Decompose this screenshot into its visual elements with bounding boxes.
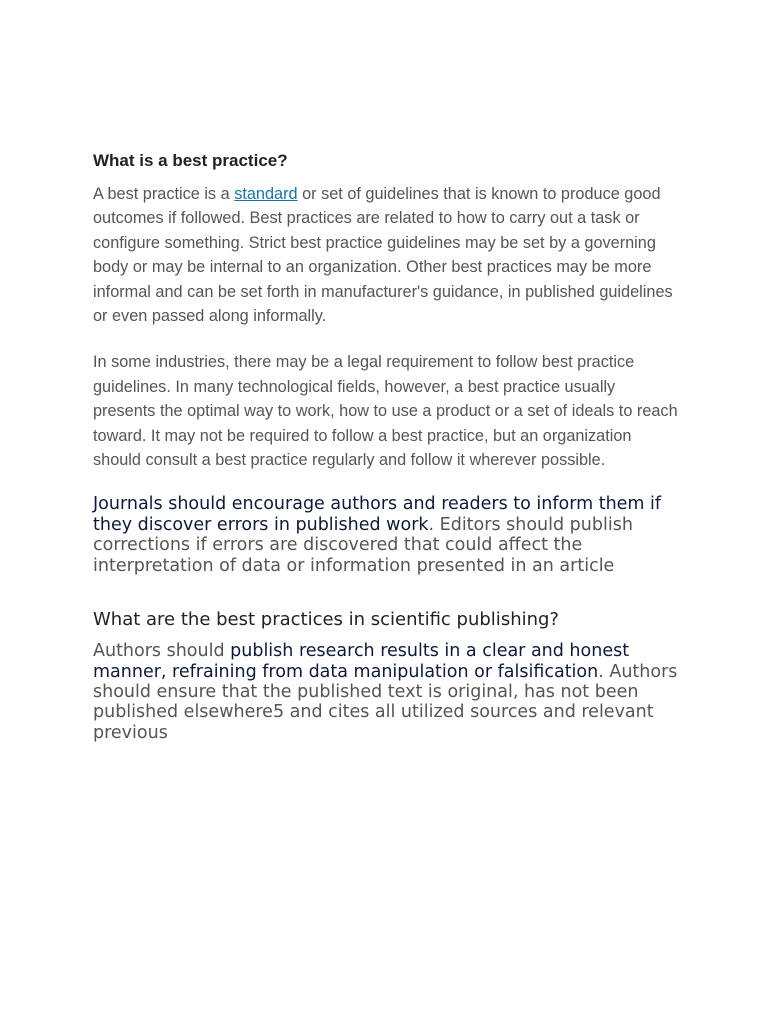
paragraph-text-before-link: A best practice is a — [93, 185, 235, 203]
publishing-lead-text: Authors should — [93, 641, 231, 662]
publishing-paragraph — [93, 641, 678, 743]
publishing-rest-text: . Authors should ensure that the published text is original, has not been published elsewhere5 and cites all utilized sources and relevant previous — [93, 661, 678, 743]
journals-highlight-text: Journals should encourage authors and readers to inform them if they discover errors in published work — [93, 494, 662, 535]
paragraph-industries: In some industries, there may be a legal requirement to follow best practice guidelines. In many technological fields, however, a best practice usually presents the optimal way to work, how to use a product or a set of ideals to reach toward. It may not be required to follow a best practice, but an organization should consult a best practice regularly and follow it wherever possible. — [93, 353, 678, 470]
paragraph-definition — [93, 182, 678, 328]
section-heading-best-practice: What is a best practice? — [93, 151, 288, 170]
standard-link[interactable]: standard — [234, 185, 298, 203]
section-heading-scientific-publishing: What are the best practices in scientific publishing? — [93, 609, 559, 631]
document-page — [93, 150, 678, 743]
paragraph-text-after-link: or set of guidelines that is known to produce good outcomes if followed. Best practices are related to how to carry out a task or configure something. Strict best practice guidelines may be set by a governing body or may be internal to an organization. Other best practices may be more informal and can be set forth in manufacturer's guidance, in published guidelines or even passed along informally. — [93, 185, 673, 326]
journals-paragraph — [93, 494, 678, 576]
journals-rest-text: . Editors should publish corrections if errors are discovered that could affect the interpretation of data or information presented in an article — [93, 514, 633, 576]
publishing-highlight-text: publish research results in a clear and honest manner, refraining from data manipulation or falsification — [93, 641, 630, 682]
